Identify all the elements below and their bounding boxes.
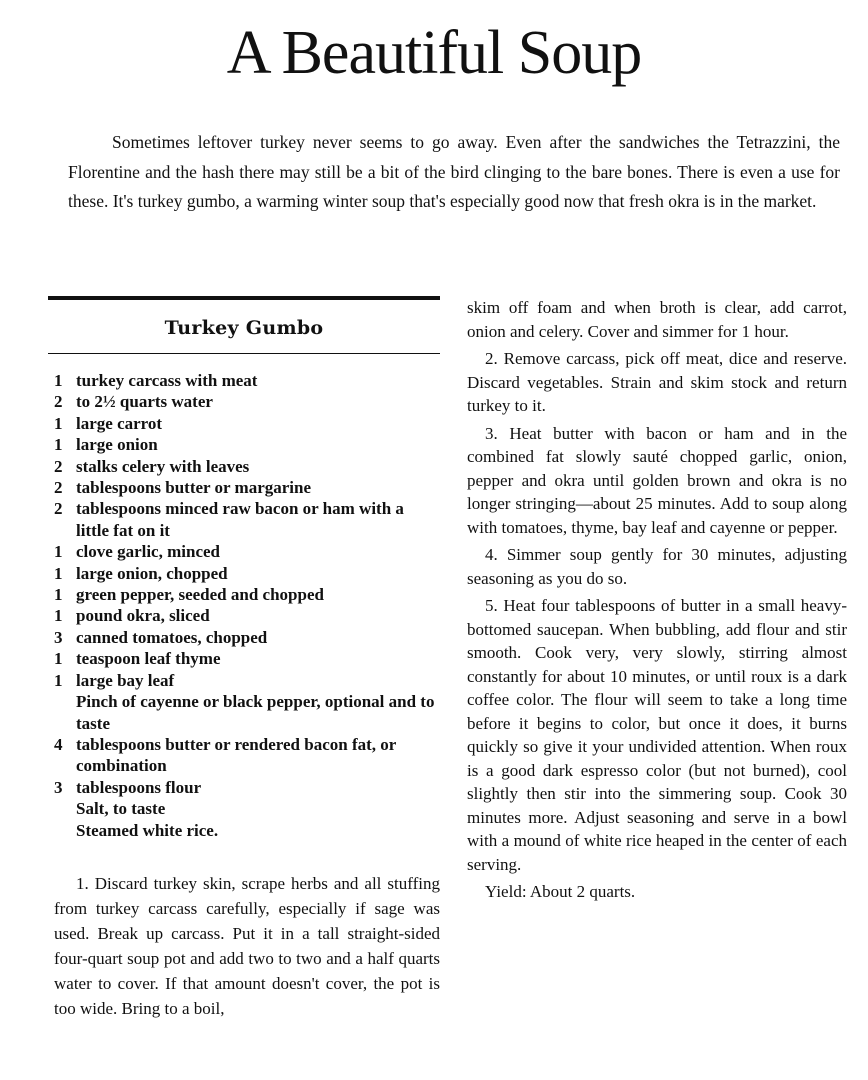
ingredient-qty	[54, 820, 76, 841]
ingredient-item	[54, 541, 440, 562]
recipe-step-5-text: 5. Heat four tablespoons of butter in a small heavy-bottomed saucepan. When bubbling, add flour and stir smooth. Cook very, very slowly, stirring almost constantly for about 10 minutes, or until roux is a dark coffee color. The flour will seem to take a long time before it begins to color, but once it does, it burns quickly so give it your undivided attention. When roux is a good dark espresso color (but not burned), cool slightly then stir into the simmering soup. Cook 30 minutes more. Adjust seasoning and serve in a bowl with a mound of white rice heaped in the center of each serving.	[467, 596, 847, 874]
ingredient-qty: 4	[54, 734, 63, 754]
ingredient-item	[54, 691, 440, 734]
ingredient-qty: 2	[54, 499, 63, 519]
ingredient-qty: 2	[54, 478, 63, 498]
ingredient-text: green pepper, seeded and chopped	[76, 585, 324, 605]
ingredient-item	[54, 477, 440, 498]
ingredient-qty: 1	[54, 542, 63, 562]
recipe-step-1	[54, 871, 440, 1021]
article-intro-text: Sometimes leftover turkey never seems to go away. Even after the sandwiches the Tetrazzini, the Florentine and the hash there may still be a bit of the bird clinging to the bare bones. There is even a use for these. It's turkey gumbo, a warming winter soup that's especially good now that fresh okra is in the market.	[68, 132, 840, 211]
recipe-step-1-continued: skim off foam and when broth is clear, add carrot, onion and celery. Cover and simmer for 1 hour.	[467, 298, 847, 341]
ingredient-item	[54, 777, 440, 798]
ingredient-qty: 1	[54, 649, 63, 669]
ingredient-item	[54, 456, 440, 477]
recipe-step-5	[467, 594, 847, 876]
ingredient-item	[54, 734, 440, 777]
ingredient-text: stalks celery with leaves	[76, 456, 250, 476]
ingredient-text: Steamed white rice.	[76, 820, 219, 840]
ingredient-item	[54, 605, 440, 626]
ingredient-qty: 3	[54, 627, 63, 647]
recipe-top-rule	[48, 296, 440, 300]
ingredient-qty: 1	[54, 413, 63, 433]
ingredient-item	[54, 820, 440, 841]
ingredient-text: large bay leaf	[76, 670, 175, 690]
recipe-column-left	[48, 296, 440, 1021]
ingredient-qty: 1	[54, 435, 63, 455]
ingredient-item	[54, 648, 440, 669]
ingredient-list	[54, 370, 440, 841]
recipe-title-rule	[48, 353, 440, 354]
ingredient-text: teaspoon leaf thyme	[76, 649, 221, 669]
ingredient-item	[54, 584, 440, 605]
recipe-step-1-text: 1. Discard turkey skin, scrape herbs and all stuffing from turkey carcass carefully, especially if sage was used. Break up carcass. Put it in a tall straight-sided four-quart soup pot and add two to two and a half quarts water to cover. If that amount doesn't cover, the pot is too wide. Bring to a boil,	[54, 873, 440, 1018]
ingredient-qty: 1	[54, 563, 63, 583]
ingredient-qty: 1	[54, 670, 63, 690]
ingredient-qty: 2	[54, 392, 63, 412]
recipe-step-3	[467, 422, 847, 540]
recipe-step-2-text: 2. Remove carcass, pick off meat, dice and reserve. Discard vegetables. Strain and skim stock and return turkey to it.	[467, 349, 847, 415]
ingredient-item	[54, 563, 440, 584]
ingredient-item	[54, 798, 440, 819]
ingredient-qty	[54, 798, 76, 819]
ingredient-text: Salt, to taste	[76, 799, 166, 819]
article-intro	[68, 128, 840, 217]
recipe-yield-text: Yield: About 2 quarts.	[485, 882, 636, 901]
recipe-step-2	[467, 347, 847, 418]
ingredient-item	[54, 413, 440, 434]
ingredient-text: large onion	[76, 435, 158, 455]
ingredient-text: tablespoons flour	[76, 777, 202, 797]
article-headline: A Beautiful Soup	[226, 19, 642, 87]
ingredient-item	[54, 498, 440, 541]
ingredient-text: tablespoons butter or rendered bacon fat, or combination	[76, 734, 397, 776]
recipe-title: Turkey Gumbo	[164, 317, 324, 339]
recipe-step-4-text: 4. Simmer soup gently for 30 minutes, adjusting seasoning as you do so.	[467, 545, 847, 588]
ingredient-text: large carrot	[76, 413, 163, 433]
ingredient-text: tablespoons minced raw bacon or ham with a little fat on it	[76, 499, 404, 540]
ingredient-qty: 3	[54, 777, 63, 797]
ingredient-qty: 1	[54, 606, 63, 626]
ingredient-item	[54, 370, 440, 391]
ingredient-text: pound okra, sliced	[76, 606, 210, 626]
ingredient-text: turkey carcass with meat	[76, 371, 258, 390]
recipe-column-right	[467, 296, 847, 908]
ingredient-qty: 1	[54, 371, 63, 390]
ingredient-item	[54, 434, 440, 455]
recipe-yield	[467, 880, 847, 904]
ingredient-text: large onion, chopped	[76, 563, 228, 583]
ingredient-text: Pinch of cayenne or black pepper, optional and to taste	[76, 692, 435, 733]
ingredient-text: canned tomatoes, chopped	[76, 627, 268, 647]
ingredient-text: to 2½ quarts water	[76, 392, 213, 412]
ingredient-text: tablespoons butter or margarine	[76, 478, 312, 498]
ingredient-qty: 1	[54, 585, 63, 605]
ingredient-text: clove garlic, minced	[76, 542, 220, 562]
recipe-step-4	[467, 543, 847, 590]
recipe-step-3-text: 3. Heat butter with bacon or ham and in the combined fat slowly sauté chopped garlic, onion, pepper and okra until golden brown and okra is no longer stringing—about 25 minutes. Add to soup along with tomatoes, thyme, bay leaf and cayenne or pepper.	[467, 423, 847, 537]
ingredient-item	[54, 670, 440, 691]
ingredient-item	[54, 627, 440, 648]
ingredient-qty	[54, 691, 76, 734]
ingredient-item	[54, 391, 440, 412]
ingredient-qty: 2	[54, 456, 63, 476]
